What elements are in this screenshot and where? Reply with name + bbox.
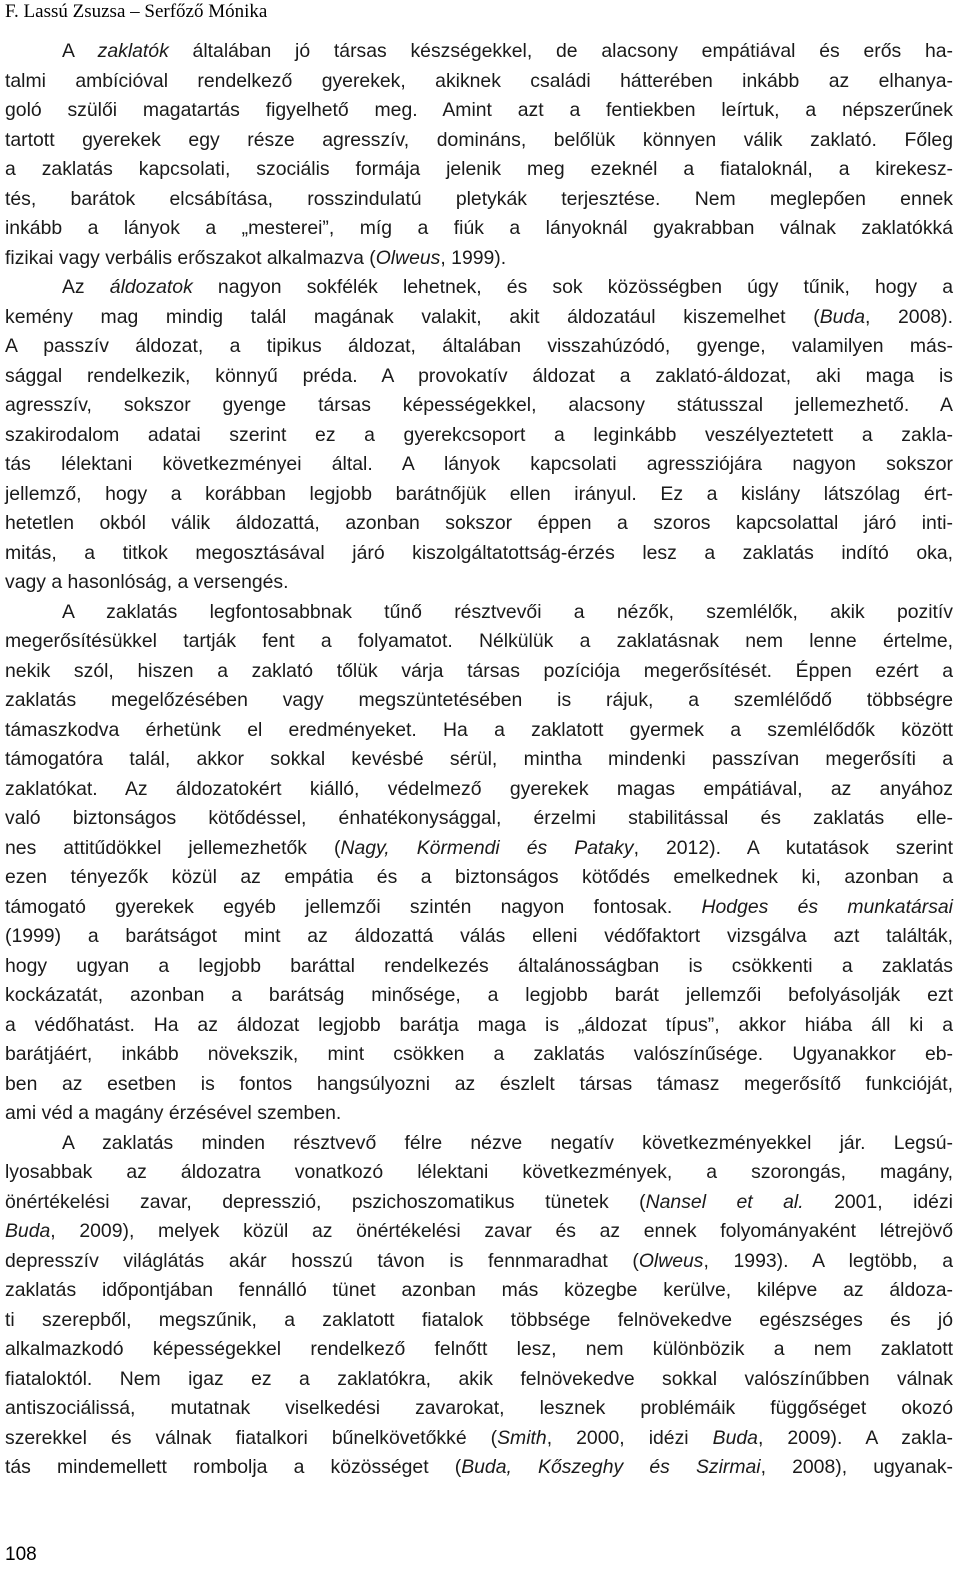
- text-run: tés, barátok elcsábítása, rosszindulatú pletykák terjesztése. Nem meglepően ennek: [5, 187, 953, 210]
- text-line: [5, 1424, 953, 1454]
- text-line: [5, 96, 953, 126]
- text-line: [5, 37, 953, 67]
- text-run: A zaklatás legfontosabbnak tűnő résztvevői a nézők, szemlélők, akik pozitív: [62, 600, 953, 623]
- text-run: tartott gyerekek egy része agresszív, domináns, belőlük könnyen válik zaklató. Főleg: [5, 128, 953, 151]
- text-line: [5, 450, 953, 480]
- text-line: [5, 1335, 953, 1365]
- text-line: [5, 657, 953, 687]
- citation-italic: Buda: [5, 1220, 51, 1242]
- paragraph: [5, 37, 953, 273]
- citation-italic: Olweus: [375, 246, 441, 269]
- text-run: depresszív világlátás akár hosszú távon is fennmaradhat (: [5, 1249, 639, 1272]
- text-run: vagy a hasonlóság, a versengés.: [5, 571, 289, 593]
- text-line: [5, 922, 953, 952]
- text-run: alkalmazkodó képességekkel rendelkező felnőtt lesz, nem különbözik a nem zaklatott: [5, 1338, 953, 1360]
- text-run: nagyon sokfélék lehetnek, és sok közösségben úgy tűnik, hogy a: [192, 276, 953, 298]
- text-line: [5, 745, 953, 775]
- text-run: antiszociálissá, mutatnak viselkedési zavarokat, lesznek problémáik függőséget okozó: [5, 1397, 953, 1419]
- text-run: , 2008).: [864, 305, 954, 328]
- text-line: [5, 421, 953, 451]
- text-run: Az: [62, 276, 110, 298]
- text-run: tás lélektani következményei által. A lányok kapcsolati agressziójára nagyon sokszor: [5, 453, 953, 475]
- text-line: [5, 1217, 953, 1247]
- text-line: [5, 391, 953, 421]
- text-run: kemény mag mindig talál magának valakit, akit áldozatául kiszemelhet (: [5, 305, 820, 328]
- text-line: [5, 1040, 953, 1070]
- text-line: [5, 480, 953, 510]
- text-run: hogy ugyan a legjobb baráttal rendelkezés általánosságban is csökkenti a zaklatás: [5, 954, 953, 977]
- text-run: (1999) a barátságot mint az áldozattá válás elleni védőfaktort vizsgálva azt találták,: [5, 925, 953, 947]
- text-line: [5, 686, 953, 716]
- text-line: [5, 539, 953, 569]
- text-run: zaklatás megelőzésében vagy megszüntetésében is rájuk, a szemlélődő többségre: [5, 689, 953, 711]
- text-run: goló szülői magatartás figyelhető meg. Amint azt a fentiekben leírtuk, a népszerűnek: [5, 99, 953, 121]
- citation-italic: Buda: [819, 305, 865, 328]
- text-run: fiataloktól. Nem igaz ez a zaklatókra, akik felnövekedve sokkal valószínűbben válnak: [5, 1367, 953, 1390]
- text-run: ti szerepből, megszűnik, a zaklatott fiatalok többsége felnövekedve egészséges és jó: [5, 1308, 953, 1331]
- body-text: [5, 37, 953, 1483]
- text-run: , 2008), ugyanak-: [760, 1456, 953, 1478]
- paragraph: [5, 598, 953, 1129]
- text-run: A zaklatás minden résztvevő félre nézve negatív következményekkel jár. Legsú-: [62, 1131, 953, 1154]
- text-line: [5, 155, 953, 185]
- text-run: , 2009), melyek közül az önértékelési zavar és az ennek folyományaként létrejövő: [50, 1220, 953, 1242]
- text-run: A passzív áldozat, a tipikus áldozat, általában visszahúzódó, gyenge, valamilyen más-: [5, 335, 953, 357]
- text-run: , 2012). A kutatások szerint: [633, 836, 953, 859]
- text-line: [5, 185, 953, 215]
- text-line: [5, 598, 953, 628]
- text-line: [5, 775, 953, 805]
- paragraph: [5, 1129, 953, 1483]
- citation-italic: Smith: [497, 1426, 547, 1449]
- text-run: fizikai vagy verbális erőszakot alkalmazva (: [5, 246, 376, 269]
- text-run: szakirodalom adatai szerint ez a gyerekcsoport a leginkább veszélyeztetett a zakla-: [5, 423, 953, 446]
- text-run: , 1993). A legtöbb, a: [703, 1249, 953, 1272]
- text-run: általában jó társas készségekkel, de alacsony empátiával és erős ha-: [168, 40, 953, 62]
- text-line: [5, 568, 953, 598]
- citation-italic: Hodges és munkatársai: [701, 895, 953, 918]
- text-line: [5, 1306, 953, 1336]
- text-line: [5, 627, 953, 657]
- text-run: szerekkel és válnak fiatalkori bűnelkövetőkké (: [5, 1426, 498, 1449]
- text-line: [5, 893, 953, 923]
- text-run: ben az esetben is fontos hangsúlyozni az észlelt társas támasz megerősítő funkcióját,: [5, 1072, 953, 1095]
- paragraph: [5, 273, 953, 598]
- text-run: megerősítésükkel tartják fent a folyamatot. Nélkülük a zaklatásnak nem lenne értelme,: [5, 630, 953, 652]
- page-number: 108: [5, 1544, 37, 1565]
- text-line: [5, 1394, 953, 1424]
- text-line: [5, 1129, 953, 1159]
- text-run: mitás, a titkok megosztásával járó kiszolgáltatottság-érzés lesz a zaklatás indító oka,: [5, 541, 953, 564]
- text-run: nes attitűdökkel jellemezhetők (: [5, 836, 341, 859]
- text-line: [5, 1247, 953, 1277]
- text-run: agresszív, sokszor gyenge társas képességekkel, alacsony státusszal jellemezhető. A: [5, 394, 953, 416]
- text-run: kockázatát, azonban a barátság minősége, a legjobb barát jellemzői befolyásolják ezt: [5, 984, 953, 1006]
- text-run: sággal rendelkezik, könnyű préda. A provokatív áldozat a zaklató-áldozat, aki maga is: [5, 364, 953, 387]
- text-line: [5, 716, 953, 746]
- text-line: [5, 303, 953, 333]
- text-run: zaklatókat. Az áldozatokért kiálló, védelmező gyerekek magas empátiával, az anyához: [5, 777, 953, 800]
- text-run: jellemző, hogy a korábban legjobb barátnőjük ellen irányul. Ez a kislány látszólag ért-: [5, 482, 953, 505]
- text-run: , 2000, idézi: [546, 1426, 713, 1449]
- text-run: ami véd a magány érzésével szemben.: [5, 1102, 342, 1124]
- text-line: [5, 214, 953, 244]
- citation-italic: Buda, Kőszeghy és Szirmai: [461, 1456, 761, 1478]
- text-line: [5, 1099, 953, 1129]
- citation-italic: Olweus: [638, 1249, 704, 1272]
- text-run: talmi ambícióval rendelkező gyerekek, akiknek családi hátterében inkább az elhanya-: [5, 69, 953, 92]
- text-run: lyosabbak az áldozatra vonatkozó lélektani következmények, a szorongás, magány,: [5, 1161, 953, 1183]
- text-run: való biztonságos kötődéssel, énhatékonysággal, érzelmi stabilitással és zaklatás elle-: [5, 807, 953, 829]
- text-run: , 1999).: [440, 246, 507, 269]
- text-line: [5, 244, 953, 274]
- text-line: [5, 1276, 953, 1306]
- text-run: támaszkodva érhetünk el eredményeket. Ha a zaklatott gyermek a szemlélődők között: [5, 718, 953, 741]
- text-run: inkább a lányok a „mesterei”, míg a fiúk a lányoknál gyakrabban válnak zaklatókká: [5, 217, 953, 239]
- text-run: hetetlen okból válik áldozattá, azonban sokszor éppen a szoros kapcsolattal járó inti-: [5, 512, 953, 534]
- text-line: [5, 1453, 953, 1483]
- citation-italic: áldozatok: [109, 276, 193, 298]
- text-line: [5, 332, 953, 362]
- text-run: a védőhatást. Ha az áldozat legjobb barátja maga is „áldozat típus”, akkor hiába áll ki a: [5, 1013, 953, 1036]
- text-run: a zaklatás kapcsolati, szociális formája jelenik meg ezeknél a fiataloknál, a kirekesz-: [5, 158, 953, 180]
- text-run: 2001, idézi: [803, 1190, 953, 1213]
- citation-italic: Nansel et al.: [645, 1190, 804, 1213]
- text-run: nekik szól, hiszen a zaklató tőlük várja társas pozíciója megerősítését. Éppen ezért a: [5, 659, 953, 682]
- text-line: [5, 1188, 953, 1218]
- text-line: [5, 863, 953, 893]
- text-line: [5, 981, 953, 1011]
- text-run: tás mindemellett rombolja a közösséget (: [5, 1456, 462, 1478]
- text-line: [5, 804, 953, 834]
- text-run: támogatóra talál, akkor sokkal kevésbé sérül, mintha mindenki passzívan megerősíti a: [5, 748, 953, 770]
- citation-italic: zaklatók: [97, 40, 169, 62]
- text-run: önértékelési zavar, depresszió, pszichoszomatikus tünetek (: [5, 1190, 646, 1213]
- text-line: [5, 509, 953, 539]
- text-line: [5, 952, 953, 982]
- text-line: [5, 834, 953, 864]
- text-run: zaklatás időpontjában fennálló tünet azonban más közegbe kerülve, kilépve az áldoza-: [5, 1279, 953, 1301]
- text-line: [5, 1365, 953, 1395]
- text-line: [5, 126, 953, 156]
- text-line: [5, 1158, 953, 1188]
- running-head: F. Lassú Zsuzsa – Serfőző Mónika: [5, 1, 268, 22]
- text-line: [5, 1011, 953, 1041]
- text-run: A: [62, 40, 98, 62]
- citation-italic: Buda: [712, 1426, 758, 1449]
- text-run: ezen tényezők közül az empátia és a biztonságos kötődés emelkednek ki, azonban a: [5, 866, 953, 888]
- text-run: támogató gyerekek egyéb jellemzői szintén nagyon fontosak.: [5, 895, 702, 918]
- citation-italic: Nagy, Körmendi és Pataky: [340, 836, 634, 859]
- text-line: [5, 67, 953, 97]
- text-line: [5, 362, 953, 392]
- text-line: [5, 1070, 953, 1100]
- text-run: barátjáért, inkább növekszik, mint csökken a zaklatás valószínűsége. Ugyanakkor eb-: [5, 1043, 953, 1065]
- text-line: [5, 273, 953, 303]
- text-run: , 2009). A zakla-: [757, 1426, 953, 1449]
